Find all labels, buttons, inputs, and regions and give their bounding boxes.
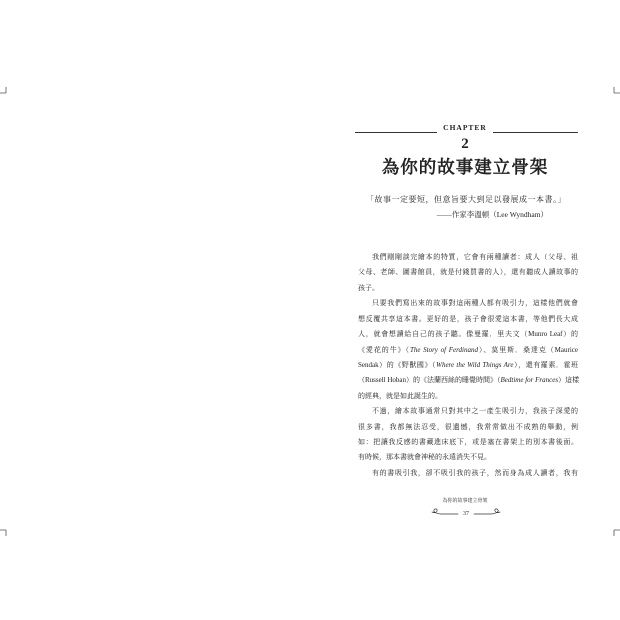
text-segment: 我們剛剛談完繪本的特質，它會有兩種讀者：成人（父母、祖 [372, 253, 578, 261]
text-line [358, 404, 578, 419]
chapter-label: CHAPTER [443, 123, 487, 132]
paragraph [358, 250, 578, 296]
book-title-english: Bedtime for Frances [500, 376, 559, 385]
text-line [358, 435, 578, 450]
body-text [358, 250, 578, 481]
paragraph [358, 404, 578, 466]
text-line [358, 327, 578, 342]
text-line [358, 312, 578, 327]
text-line [358, 420, 578, 435]
chapter-rule-left [355, 132, 437, 133]
text-line [358, 296, 578, 311]
paragraph [358, 296, 578, 404]
running-title: 為你的故事建立骨架 [442, 499, 488, 504]
chapter-title: 為你的故事建立骨架 [381, 157, 549, 177]
text-segment: 很多書，我都無法忍受，很遺憾，我常常做出不成熟的舉動，例 [358, 422, 578, 431]
text-segment: ），還有羅素．霍班 [513, 360, 579, 369]
text-segment: 不過，繪本故事通常只對其中之一產生吸引力，我孩子深愛的 [372, 407, 578, 416]
epigraph-attribution: ——作家李溫頓（Lee Wyndham） [436, 210, 548, 219]
text-segment: 《愛花的牛》（ [358, 345, 410, 354]
text-line [358, 450, 578, 465]
text-segment: 想反覆共享這本書。更好的是，孩子會很愛這本書，等他們長大成 [358, 314, 578, 323]
book-title-english: Where the Wild Things Are [436, 360, 514, 369]
text-segment: （Russell Hoban）的《法蘭西絲的睡覺時間》（ [358, 376, 501, 385]
text-segment: 有時候，那本書就會神秘的永遠消失不見。 [358, 453, 491, 462]
text-segment: 人，就會想讀給自己的孩子聽。像曼羅．里夫文（Munro Leaf）的 [358, 330, 578, 339]
text-line [358, 389, 578, 404]
chapter-number: 2 [461, 136, 469, 152]
text-line [358, 281, 578, 296]
text-segment: 有的書吸引我，卻不吸引我的孩子，然而身為成人讀者，我有 [372, 468, 578, 477]
epigraph-quote: 「故事一定要短，但意旨要大到足以發展成一本書。」 [366, 195, 566, 204]
text-segment: 父母、老師、圖書館員，就是付錢買書的人），還有聽成人讀故事的 [358, 268, 578, 277]
text-segment: 的經典，就是如此誕生的。 [358, 391, 442, 400]
text-line [358, 250, 578, 265]
text-line [358, 343, 578, 358]
text-segment: 只要我們寫出來的故事對這兩種人都有吸引力，這樣他們就會 [372, 299, 578, 308]
text-segment: 如：把讓我反感的書藏進床底下，或是塞在書架上的別本書後面。 [358, 438, 578, 447]
text-segment: ）、莫里斯．桑達克（Maurice [478, 345, 579, 354]
book-title-english: The Story of Ferdinand [409, 345, 479, 354]
page-number: 37 [463, 511, 469, 517]
text-segment: ）這樣 [558, 376, 580, 385]
text-line [358, 373, 578, 388]
text-line [358, 466, 578, 481]
chapter-rule-right [493, 132, 578, 133]
text-line [358, 265, 578, 280]
text-segment: 孩子。 [358, 283, 379, 292]
text-line [358, 358, 578, 373]
paragraph [358, 466, 578, 481]
text-segment: Sendak）的《野獸國》（ [358, 360, 437, 369]
